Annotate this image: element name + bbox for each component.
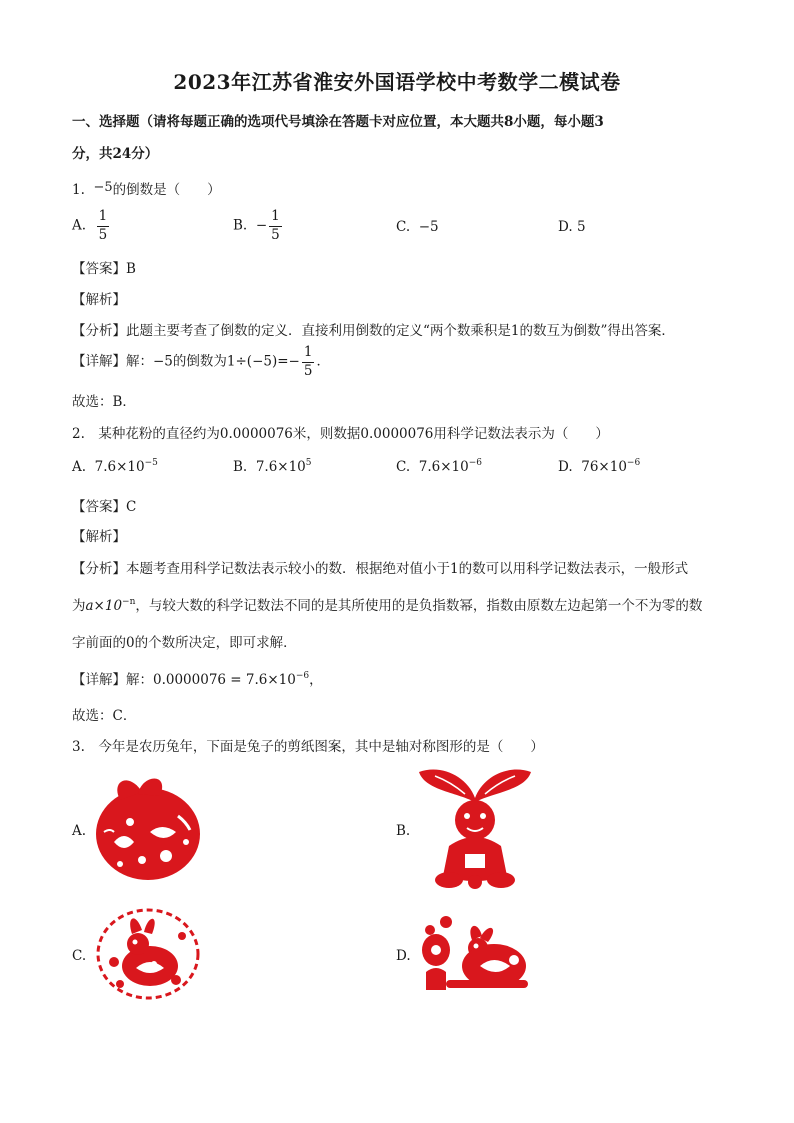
- question-2-choose: 故选：C．: [72, 708, 137, 724]
- question-3-option-d-label: D.: [396, 948, 411, 964]
- question-1-number: 1.: [72, 182, 85, 198]
- option-value: 5: [576, 219, 586, 235]
- option-label: D.: [558, 219, 573, 235]
- question-2-option-d: [558, 458, 640, 475]
- question-2-fenxi-line1: 【分析】本题考查用科学记数法表示较小的数．根据绝对值小于1的数可以用科学记数法表示，一般形式: [72, 561, 689, 577]
- detail-text: 【详解】解：0.0000076 = 7.6×10: [72, 672, 296, 688]
- detail-end: ．: [316, 353, 330, 370]
- question-1-option-d: [558, 219, 586, 235]
- rabbit-papercut-d-image: [416, 910, 530, 994]
- detail-text: 【详解】解：−5的倒数为1÷(−5)=−: [72, 353, 300, 370]
- page-title: 2023年江苏省淮安外国语学校中考数学二模试卷: [173, 70, 621, 94]
- question-2-analysis-tag: 【解析】: [72, 529, 126, 545]
- question-3-option-c-label: C.: [72, 948, 87, 964]
- question-2-option-a: [72, 458, 158, 475]
- detail-exponent: −6: [295, 671, 310, 681]
- question-2-answer: 【答案】C: [72, 499, 137, 515]
- fenxi-formula-base: a×10: [85, 598, 123, 614]
- question-3-stem: 3. 今年是农历兔年，下面是兔子的剪纸图案，其中是轴对称图形的是（ ）: [72, 739, 544, 755]
- question-1-detail: [72, 346, 330, 378]
- question-1-option-b: [233, 210, 284, 242]
- rabbit-papercut-c-image: [92, 904, 204, 1004]
- numerator: 1: [97, 210, 110, 227]
- option-label: B.: [233, 459, 248, 475]
- question-1-choose: 故选：B．: [72, 394, 136, 410]
- option-label: D.: [558, 459, 573, 475]
- option-base: 76×10: [581, 459, 627, 475]
- option-exponent: 5: [305, 458, 312, 468]
- option-base: 7.6×10: [255, 459, 306, 475]
- question-2-option-c: [396, 458, 482, 475]
- detail-end: ，: [309, 672, 323, 688]
- option-exponent: −5: [144, 458, 158, 468]
- section-heading-line1: 一、选择题（请将每题正确的选项代号填涂在答题卡对应位置，本大题共8小题，每小题3: [72, 114, 604, 130]
- question-3-option-a-label: A.: [72, 823, 87, 839]
- question-2-fenxi-line2: [72, 594, 702, 614]
- question-2-stem: 2. 某种花粉的直径约为0.0000076米，则数据0.0000076用科学记数法表示为（ ）: [72, 426, 609, 442]
- fenxi-formula-exponent: −n: [122, 597, 136, 607]
- fraction: [97, 210, 110, 242]
- question-1-option-c: [396, 219, 439, 235]
- fraction: [302, 346, 315, 378]
- question-1-stem: [72, 178, 221, 198]
- option-label: B.: [233, 217, 248, 234]
- denominator: 5: [271, 226, 280, 243]
- option-exponent: −6: [626, 458, 641, 468]
- question-1-value: −5: [93, 180, 113, 195]
- question-1-option-a: [72, 210, 111, 242]
- fenxi-text: 为: [72, 598, 86, 614]
- rabbit-papercut-b-image: [415, 762, 535, 892]
- option-label: C.: [396, 219, 411, 235]
- question-1-text: 的倒数是（ ）: [112, 182, 221, 198]
- section-heading-line2: 分，共24分）: [72, 146, 159, 162]
- question-2-fenxi-line3: 字前面的0的个数所决定，即可求解．: [72, 635, 297, 651]
- rabbit-papercut-a-image: [90, 772, 206, 884]
- option-label: A.: [72, 217, 87, 234]
- question-1-answer: 【答案】B: [72, 261, 136, 277]
- option-label: A.: [72, 459, 87, 475]
- question-1-fenxi: 【分析】此题主要考查了倒数的定义．直接利用倒数的定义“两个数乘积是1的数互为倒数”得出答案．: [72, 323, 675, 339]
- question-2-option-b: [233, 458, 312, 475]
- fenxi-text: ，与较大数的科学记数法不同的是其所使用的是负指数幂，指数由原数左边起第一个不为零的数: [135, 598, 703, 614]
- question-3-option-b-label: B.: [396, 823, 411, 839]
- option-label: C.: [396, 459, 411, 475]
- minus-sign: −: [255, 217, 268, 234]
- denominator: 5: [98, 226, 108, 243]
- option-base: 7.6×10: [418, 459, 469, 475]
- option-exponent: −6: [468, 458, 482, 468]
- option-base: 7.6×10: [94, 459, 145, 475]
- option-value: −5: [418, 219, 439, 235]
- numerator: 1: [269, 210, 282, 227]
- numerator: 1: [302, 346, 315, 363]
- denominator: 5: [303, 362, 313, 379]
- fraction: [269, 210, 282, 242]
- question-2-detail: [72, 668, 323, 688]
- question-1-analysis-tag: 【解析】: [72, 292, 126, 308]
